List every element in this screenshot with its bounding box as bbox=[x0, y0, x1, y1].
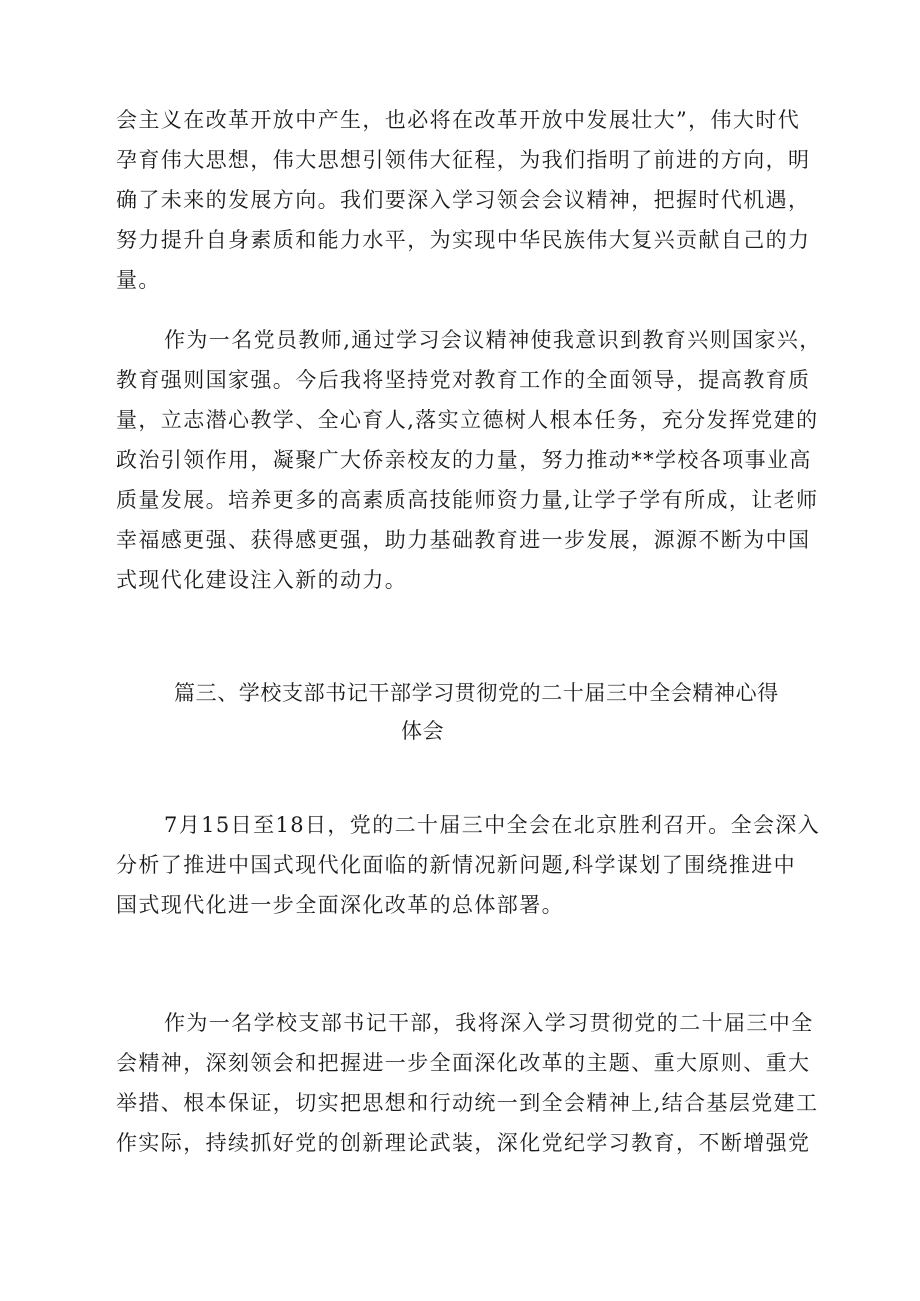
paragraph-4 bbox=[116, 1003, 834, 1163]
text-line: 孕育伟大思想，伟大思想引领伟大征程，为我们指明了前进的方向，明 bbox=[116, 148, 811, 172]
paragraph-1 bbox=[116, 100, 834, 300]
text-line: 量，立志潜心教学、全心育人,落实立德树人根本任务，充分发挥党建的 bbox=[116, 408, 819, 432]
section-heading-line-2: 体会 bbox=[401, 719, 445, 743]
text-line: 7月15日至18日，党的二十届三中全会在北京胜利召开。全会深入 bbox=[164, 813, 821, 837]
text-line: 努力提升自身素质和能力水平，为实现中华民族伟大复兴贡献自己的力 bbox=[116, 228, 811, 252]
text-line: 式现代化建设注入新的动力。 bbox=[116, 568, 408, 592]
text-line: 教育强则国家强。今后我将坚持党对教育工作的全面领导，提高教育质 bbox=[116, 368, 811, 392]
paragraph-3 bbox=[116, 805, 834, 925]
text-line: 分析了推进中国式现代化面临的新情况新问题,科学谋划了围绕推进中 bbox=[116, 853, 797, 877]
text-line: 作实际，持续抓好党的创新理论武装，深化党纪学习教育，不断增强党 bbox=[116, 1131, 811, 1155]
section-heading-line-1: 篇三、学校支部书记干部学习贯彻党的二十届三中全会精神心得 bbox=[174, 681, 779, 705]
text-line: 作为一名党员教师,通过学习会议精神使我意识到教育兴则国家兴， bbox=[164, 328, 822, 352]
text-line: 举措、根本保证，切实把思想和行动统一到全会精神上,结合基层党建工 bbox=[116, 1091, 819, 1115]
text-line: 量。 bbox=[116, 268, 161, 292]
text-line: 作为一名学校支部书记干部，我将深入学习贯彻党的二十届三中全 bbox=[164, 1011, 814, 1035]
text-line: 会精神，深刻领会和把握进一步全面深化改革的主题、重大原则、重大 bbox=[116, 1051, 811, 1075]
text-line: 确了未来的发展方向。我们要深入学习领会会议精神，把握时代机遇， bbox=[116, 188, 811, 212]
text-line: 会主义在改革开放中产生，也必将在改革开放中发展壮大”，伟大时代 bbox=[116, 108, 801, 132]
section-heading bbox=[116, 674, 876, 750]
text-line: 国式现代化进一步全面深化改革的总体部署。 bbox=[116, 893, 564, 917]
paragraph-2 bbox=[116, 320, 834, 600]
text-line: 幸福感更强、获得感更强，助力基础教育进一步发展，源源不断为中国 bbox=[116, 528, 811, 552]
text-line: 质量发展。培养更多的高素质高技能师资力量,让学子学有所成，让老师 bbox=[116, 488, 819, 512]
text-line: 政治引领作用，凝聚广大侨亲校友的力量，努力推动**学校各项事业高 bbox=[116, 448, 812, 472]
